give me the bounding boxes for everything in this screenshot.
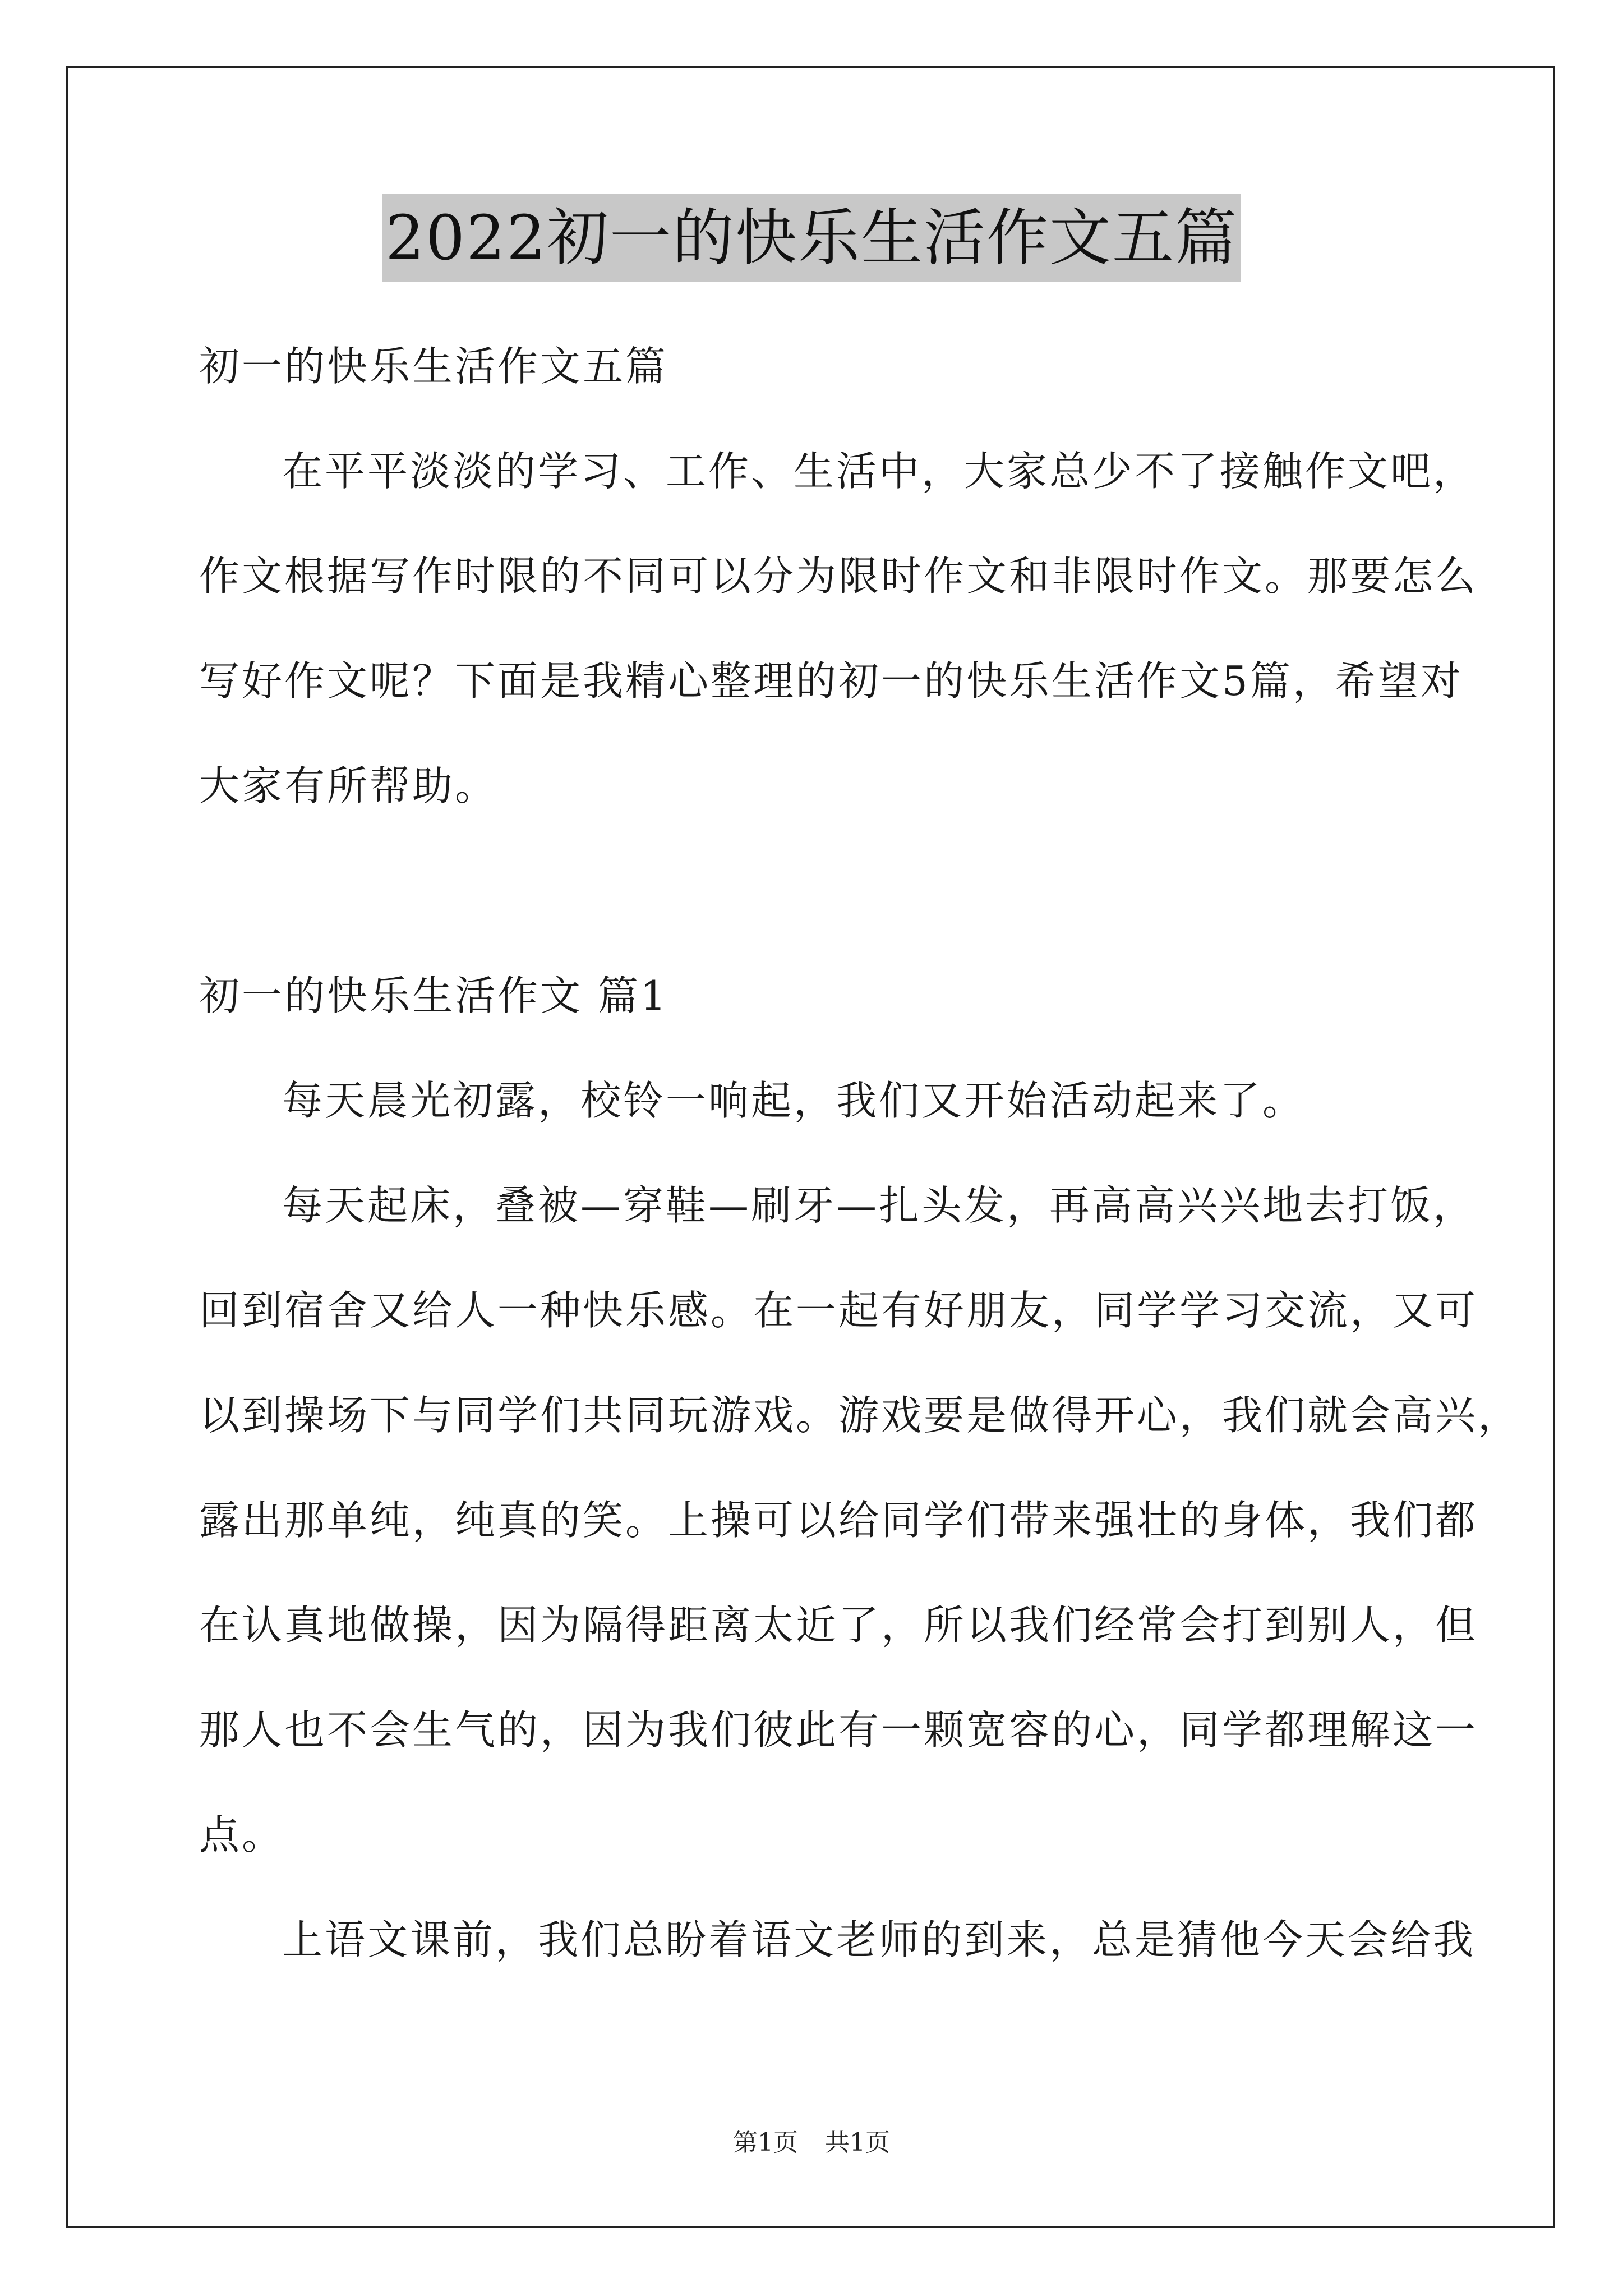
text-line: 每天晨光初露，校铃一响起，我们又开始活动起来了。 — [282, 1077, 1306, 1124]
text-line: 回到宿舍又给人一种快乐感。在一起有好朋友，同学学习交流，又可 — [199, 1287, 1478, 1334]
page-number: 第1页 — [733, 2128, 798, 2157]
text-line: 初一的快乐生活作文五篇 — [199, 343, 668, 390]
text-line: 在平平淡淡的学习、工作、生活中，大家总少不了接触作文吧， — [282, 448, 1476, 495]
text-line: 每天起床，叠被—穿鞋—刷牙—扎头发，再高高兴兴地去打饭， — [282, 1182, 1476, 1229]
page-footer — [0, 2126, 1623, 2160]
text-line: 上语文课前，我们总盼着语文老师的到来，总是猜他今天会给我 — [282, 1916, 1476, 1963]
text-line: 那人也不会生气的，因为我们彼此有一颗宽容的心，同学都理解这一 — [199, 1706, 1478, 1754]
document-title: 2022初一的快乐生活作文五篇 — [382, 194, 1241, 282]
text-line: 露出那单纯，纯真的笑。上操可以给同学们带来强壮的身体，我们都 — [199, 1497, 1478, 1544]
text-line: 写好作文呢？下面是我精心整理的初一的快乐生活作文5篇，希望对 — [199, 657, 1463, 705]
text-line: 作文根据写作时限的不同可以分为限时作文和非限时作文。那要怎么 — [199, 553, 1478, 600]
text-line: 大家有所帮助。 — [199, 762, 498, 809]
text-line: 点。 — [199, 1811, 285, 1858]
text-line: 以到操场下与同学们共同玩游戏。游戏要是做得开心，我们就会高兴， — [199, 1392, 1521, 1439]
title-wrap — [0, 194, 1623, 282]
page-total: 共1页 — [825, 2128, 890, 2157]
text-line: 在认真地做操，因为隔得距离太近了，所以我们经常会打到别人，但 — [199, 1602, 1478, 1649]
text-line: 初一的快乐生活作文 篇1 — [199, 972, 668, 1019]
paragraph-gap — [199, 839, 1450, 944]
document-body — [199, 314, 1521, 1993]
